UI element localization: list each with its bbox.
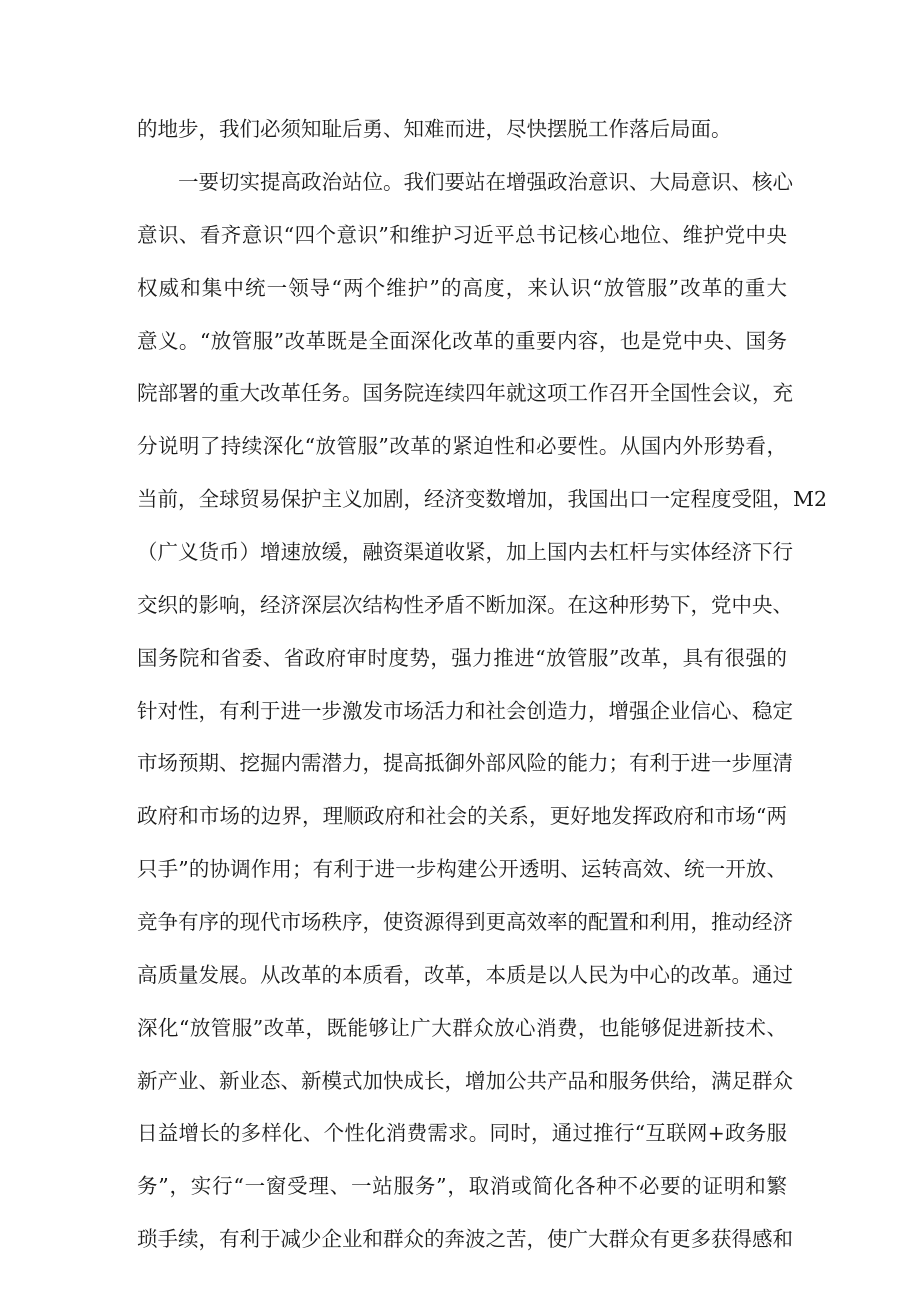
text-line-12: 针对性，有利于进一步激发市场活力和社会创造力，增强企业信心、稳定: [137, 699, 793, 723]
text-line-14: 政府和市场的边界，理顺政府和社会的关系，更好地发挥政府和市场“两: [137, 804, 787, 828]
text-line-8: 当前，全球贸易保护主义加剧，经济变数增加，我国出口一定程度受阻，M2: [137, 487, 828, 511]
text-line-17: 高质量发展。从改革的本质看，改革，本质是以人民为中心的改革。通过: [137, 963, 793, 987]
text-line-11: 国务院和省委、省政府审时度势，强力推进“放管服”改革，具有很强的: [137, 646, 787, 670]
text-line-16: 竞争有序的现代市场秩序，使资源得到更高效率的配置和利用，推动经济: [137, 910, 793, 934]
text-line-1: 的地步，我们必须知耻后勇、知难而进，尽快摆脱工作落后局面。: [137, 117, 732, 141]
text-line-13: 市场预期、挖掘内需潜力，提高抵御外部风险的能力；有利于进一步厘清: [137, 751, 793, 775]
text-line-4: 权威和集中统一领导“两个维护”的高度，来认识“放管服”改革的重大: [137, 276, 787, 300]
text-line-15: 只手”的协调作用；有利于进一步构建公开透明、运转高效、统一开放、: [137, 857, 787, 881]
text-line-7: 分说明了持续深化“放管服”改革的紧迫性和必要性。从国内外形势看，: [137, 434, 787, 458]
text-line-19: 新产业、新业态、新模式加快成长，增加公共产品和服务供给，满足群众: [137, 1069, 793, 1093]
text-line-18: 深化“放管服”改革，既能够让广大群众放心消费，也能够促进新技术、: [137, 1016, 787, 1040]
text-line-3: 意识、看齐意识“四个意识”和维护习近平总书记核心地位、维护党中央: [137, 223, 787, 247]
text-line-20: 日益增长的多样化、个性化消费需求。同时，通过推行“互联网+政务服: [137, 1121, 787, 1145]
paragraph-start-line: 一要切实提高政治站位。我们要站在增强政治意识、大局意识、核心: [178, 170, 793, 194]
text-line-22: 琐手续，有利于减少企业和群众的奔波之苦，使广大群众有更多获得感和: [137, 1227, 793, 1251]
text-line-10: 交织的影响，经济深层次结构性矛盾不断加深。在这种形势下，党中央、: [137, 593, 793, 617]
text-line-6: 院部署的重大改革任务。国务院连续四年就这项工作召开全国性会议，充: [137, 381, 793, 405]
text-line-5: 意义。“放管服”改革既是全面深化改革的重要内容，也是党中央、国务: [137, 329, 787, 353]
text-line-9: （广义货币）增速放缓，融资渠道收紧，加上国内去杠杆与实体经济下行: [137, 540, 793, 564]
text-line-21: 务”，实行“一窗受理、一站服务”，取消或简化各种不必要的证明和繁: [137, 1174, 787, 1198]
